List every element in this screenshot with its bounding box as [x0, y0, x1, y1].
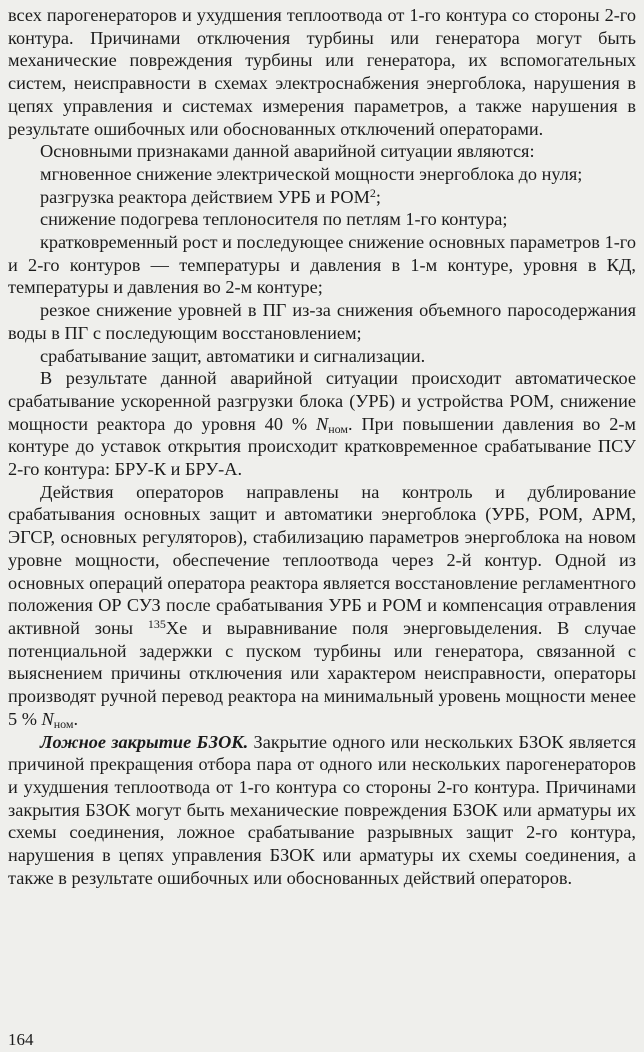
paragraph-text-end: .: [73, 708, 79, 729]
power-variable: N: [41, 708, 54, 729]
paragraph-continuation: всех парогенераторов и ухудшения теплоотвода от 1-го контура со стороны 2-го контура. Причинами отключения турбины или генератора могут быть механические повреждения турбины или генератора, их вспомогательных систем, неисправности в схемах электроснабжения энергоблока, нарушения в цепях управления и системах измерения параметров, а также нарушения в результате ошибочных или обоснованных отключений операторами.: [8, 5, 636, 139]
footnote-mark: 2: [369, 185, 376, 200]
paragraph-text: В результате данной аварийной ситуации происходит автоматическое срабатывание ускоренной разгрузки блока (УРБ) и устройства РОМ, снижение мощности реактора до уровня 40 %: [8, 368, 636, 434]
list-item-power-drop: мгновенное снижение электрической мощности энергоблока до нуля;: [40, 163, 583, 184]
list-item-heating-drop: снижение подогрева теплоносителя по петлям 1-го контура;: [40, 209, 508, 230]
power-subscript: ном: [328, 421, 348, 436]
section-heading: Ложное закрытие БЗОК.: [40, 731, 249, 752]
list-item-text: разгрузка реактора действием УРБ и РОМ: [40, 186, 370, 207]
list-item-protection-trip: срабатывание защит, автоматики и сигнализации.: [40, 345, 426, 366]
paragraph-automatic-response: [8, 367, 636, 481]
power-subscript: ном: [53, 716, 74, 731]
list-item-parameter-change: кратковременный рост и последующее снижение основных параметров 1-го и 2-го контуров — температуры и давления в 1-м контуре, уровня в КД, температуры и давления во 2-м контуре;: [8, 232, 636, 298]
list-item-reactor-unload: [8, 186, 636, 209]
paragraph-signs-intro: Основными признаками данной аварийной ситуации являются:: [40, 141, 535, 162]
power-variable: N: [315, 413, 329, 434]
paragraph-text: Закрытие одного или нескольких БЗОК является причиной прекращения отбора пара от одного или нескольких парогенераторов и ухудшения теплоотвода от 1-го контура со стороны 2-го контура. Причинами закрытия БЗОК могут быть механические повреждения БЗОК или арматуры их схемы соединения, ложное срабатывание разрывных защит 2-го контура, нарушения в цепях управления БЗОК или арматуры их схемы соединения, а также в результате ошибочных или обоснованных действий операторов.: [8, 731, 636, 888]
list-item-text-end: ;: [375, 186, 381, 207]
paragraph-text-end: . При повышении давления во 2-м контуре до уставок открытия происходит кратковременное срабатывание ПСУ 2-го контура: БРУ-К и БРУ-А.: [8, 413, 636, 480]
paragraph-operator-actions: [8, 481, 636, 731]
isotope-mass-number: 135: [147, 616, 166, 631]
page-number: 164: [8, 1030, 34, 1049]
list-item-sg-level-drop: резкое снижение уровней в ПГ из-за снижения объемного паросодержания воды в ПГ с последующим восстановлением;: [8, 300, 636, 343]
paragraph-text-mid: Xe и выравнивание поля энерговыделения. В случае потенциальной задержки с пуском турбины или генератора, связанной с выяснением причины отключения или характером неисправности, операторы производят ручной перевод реактора на минимальный уровень мощности менее 5 %: [8, 617, 637, 729]
paragraph-false-bzok-closure: [8, 731, 636, 890]
paragraph-text: Действия операторов направлены на контроль и дублирование срабатывания основных защит и автоматики энергоблока (УРБ, РОМ, АРМ, ЭГСР, основных регуляторов), стабилизацию параметров энергоблока на новом уровне мощности, обеспечение теплоотвода через 2-й контур. Одной из основных операций оператора реактора является восстановление регламентного положения ОР СУЗ после срабатывания УРБ и РОМ и компенсация отравления активной зоны: [8, 481, 636, 638]
